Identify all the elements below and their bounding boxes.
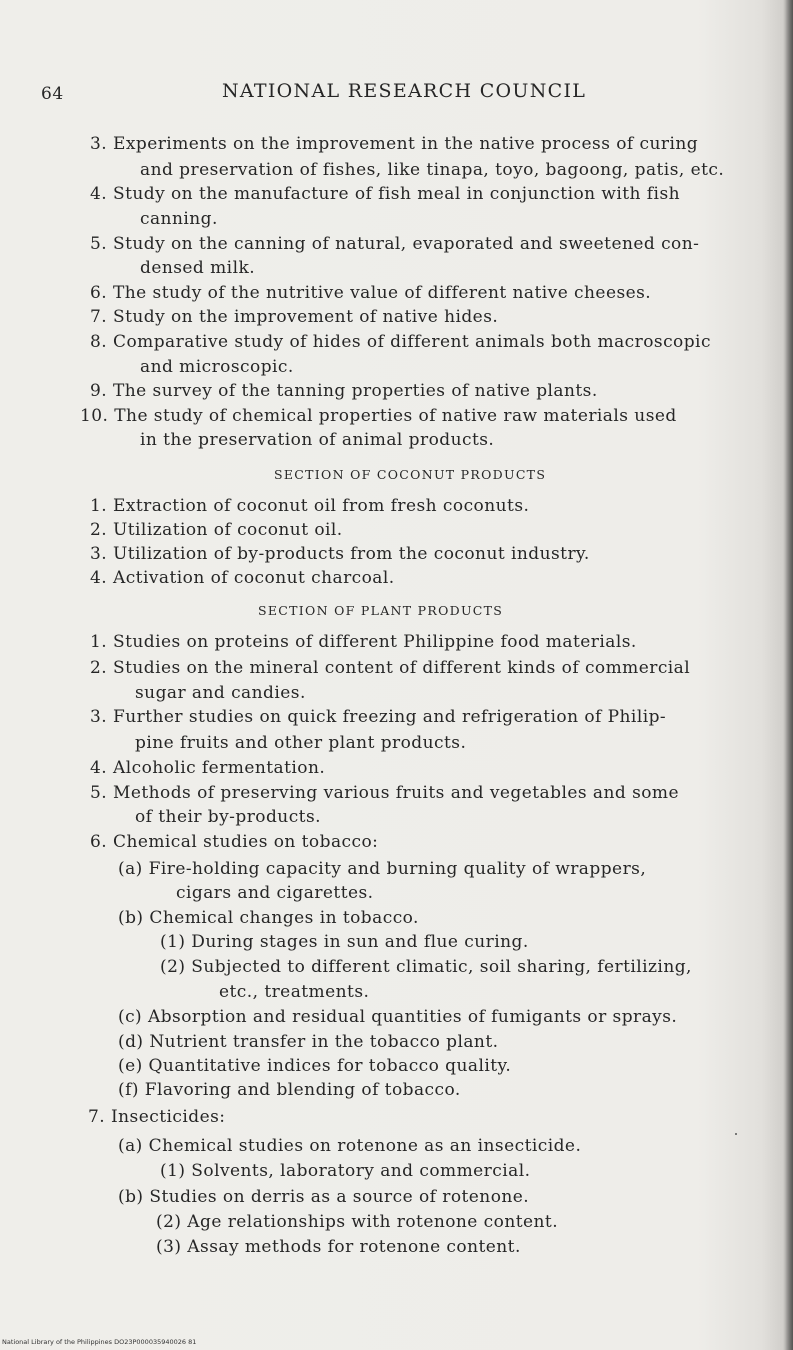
- item-text: Activation of coconut charcoal.: [112, 568, 395, 588]
- sub-item-text: Solvents, laboratory and commercial.: [191, 1161, 531, 1181]
- sub-item-label: (2): [160, 957, 186, 977]
- sub-item: [118, 1055, 511, 1077]
- sub-item-text: Chemical changes in tobacco.: [149, 908, 419, 928]
- sub-item: [118, 907, 419, 929]
- list-item: [90, 519, 343, 541]
- item-continuation: of their by-products.: [135, 807, 321, 827]
- item-text: The study of the nutritive value of different native cheeses.: [112, 283, 652, 303]
- list-item: [90, 133, 698, 155]
- item-number: 3.: [90, 544, 108, 564]
- item-text: Utilization of by-products from the coconut industry.: [112, 544, 590, 564]
- item-text: Methods of preserving various fruits and vegetables and some: [112, 783, 680, 803]
- item-number: 4.: [90, 184, 108, 204]
- item-number: 1.: [90, 632, 108, 652]
- item-continuation: and microscopic.: [140, 357, 294, 377]
- item-continuation: etc., treatments.: [219, 982, 370, 1002]
- scan-credit: National Library of the Philippines DO23P000035940026 81: [2, 1338, 197, 1346]
- item-text: Insecticides:: [110, 1107, 226, 1127]
- sub-item: [118, 1186, 529, 1208]
- sub-item-text: Assay methods for rotenone content.: [187, 1237, 521, 1257]
- item-number: 6.: [90, 832, 108, 852]
- list-item: [88, 1106, 225, 1128]
- list-item: [90, 631, 637, 653]
- list-item: [90, 380, 598, 402]
- item-number: 8.: [90, 332, 108, 352]
- item-continuation: canning.: [140, 209, 218, 229]
- item-number: 4.: [90, 758, 108, 778]
- item-text: Study on the manufacture of fish meal in conjunction with fish: [112, 184, 681, 204]
- sub-item: [118, 858, 646, 880]
- list-item: [90, 782, 679, 804]
- item-number: 3.: [90, 707, 108, 727]
- sub-sub-item: [156, 1211, 558, 1233]
- item-text: The survey of the tanning properties of native plants.: [112, 381, 598, 401]
- item-text: Study on the canning of natural, evaporated and sweetened con-: [112, 234, 700, 254]
- item-number: 10.: [80, 406, 109, 426]
- page-number: 64: [41, 84, 64, 104]
- sub-item: [118, 1135, 581, 1157]
- section-heading: SECTION OF COCONUT PRODUCTS: [274, 467, 547, 482]
- item-text: Further studies on quick freezing and refrigeration of Philip-: [112, 707, 667, 727]
- sub-item-text: Age relationships with rotenone content.: [187, 1212, 559, 1232]
- item-continuation: in the preservation of animal products.: [140, 430, 495, 450]
- item-number: 1.: [90, 496, 108, 516]
- sub-item-label: (b): [118, 908, 144, 928]
- sub-item-text: Chemical studies on rotenone as an insecticide.: [148, 1136, 582, 1156]
- item-text: Chemical studies on tobacco:: [112, 832, 379, 852]
- list-item: [90, 543, 590, 565]
- sub-item-label: (c): [118, 1007, 143, 1027]
- item-number: 5.: [90, 783, 108, 803]
- sub-item-text: Absorption and residual quantities of fumigants or sprays.: [148, 1007, 678, 1027]
- list-item: [90, 233, 699, 255]
- item-continuation: densed milk.: [140, 258, 256, 278]
- item-text: The study of chemical properties of native raw materials used: [114, 406, 677, 426]
- item-continuation: and preservation of fishes, like tinapa, toyo, bagoong, patis, etc.: [140, 160, 725, 180]
- item-text: Alcoholic fermentation.: [112, 758, 326, 778]
- sub-item-label: (2): [156, 1212, 182, 1232]
- list-item: [90, 282, 651, 304]
- sub-sub-item: [160, 931, 529, 953]
- item-number: 6.: [90, 283, 108, 303]
- item-continuation: cigars and cigarettes.: [176, 883, 374, 903]
- item-text: Studies on proteins of different Philippine food materials.: [112, 632, 637, 652]
- sub-item: [118, 1006, 677, 1028]
- sub-sub-item: [160, 956, 692, 978]
- item-number: 2.: [90, 658, 108, 678]
- sub-item-text: Subjected to different climatic, soil sharing, fertilizing,: [191, 957, 692, 977]
- sub-item-text: Fire-holding capacity and burning quality of wrappers,: [148, 859, 647, 879]
- sub-sub-item: [160, 1160, 530, 1182]
- sub-item: [118, 1031, 498, 1053]
- item-continuation: sugar and candies.: [135, 683, 306, 703]
- sub-item-label: (1): [160, 932, 186, 952]
- sub-item-text: Flavoring and blending of tobacco.: [144, 1080, 461, 1100]
- sub-item-text: Studies on derris as a source of rotenone.: [149, 1187, 530, 1207]
- list-item: [90, 331, 711, 353]
- item-number: 5.: [90, 234, 108, 254]
- sub-item-label: (a): [118, 1136, 143, 1156]
- sub-item-label: (e): [118, 1056, 143, 1076]
- item-text: Experiments on the improvement in the native process of curing: [112, 134, 699, 154]
- item-number: 4.: [90, 568, 108, 588]
- item-text: Extraction of coconut oil from fresh coconuts.: [112, 496, 530, 516]
- item-continuation: pine fruits and other plant products.: [135, 733, 467, 753]
- section-heading: SECTION OF PLANT PRODUCTS: [258, 603, 504, 618]
- list-item: [90, 183, 680, 205]
- list-item: [90, 757, 325, 779]
- sub-item-label: (d): [118, 1032, 144, 1052]
- item-number: 7.: [90, 307, 108, 327]
- sub-item-label: (a): [118, 859, 143, 879]
- list-item: [90, 657, 690, 679]
- sub-item-text: Nutrient transfer in the tobacco plant.: [149, 1032, 499, 1052]
- item-number: 2.: [90, 520, 108, 540]
- item-text: Study on the improvement of native hides.: [112, 307, 499, 327]
- item-text: Studies on the mineral content of different kinds of commercial: [112, 658, 691, 678]
- list-item: [90, 495, 529, 517]
- sub-item-label: (3): [156, 1237, 182, 1257]
- item-number: 3.: [90, 134, 108, 154]
- item-number: 7.: [88, 1107, 106, 1127]
- sub-item: [118, 1079, 461, 1101]
- item-text: Comparative study of hides of different animals both macroscopic: [112, 332, 711, 352]
- list-item: [80, 405, 677, 427]
- sub-item-text: Quantitative indices for tobacco quality.: [148, 1056, 512, 1076]
- sub-sub-item: [156, 1236, 521, 1258]
- sub-item-label: (1): [160, 1161, 186, 1181]
- item-text: Utilization of coconut oil.: [112, 520, 343, 540]
- item-number: 9.: [90, 381, 108, 401]
- list-item: [90, 831, 378, 853]
- sub-item-text: During stages in sun and flue curing.: [191, 932, 529, 952]
- list-item: [90, 306, 498, 328]
- sub-item-label: (b): [118, 1187, 144, 1207]
- list-item: [90, 706, 666, 728]
- scan-speck: [735, 1133, 737, 1135]
- running-head: NATIONAL RESEARCH COUNCIL: [222, 80, 587, 102]
- list-item: [90, 567, 395, 589]
- page-edge-shadow: [783, 0, 793, 1350]
- sub-item-label: (f): [118, 1080, 139, 1100]
